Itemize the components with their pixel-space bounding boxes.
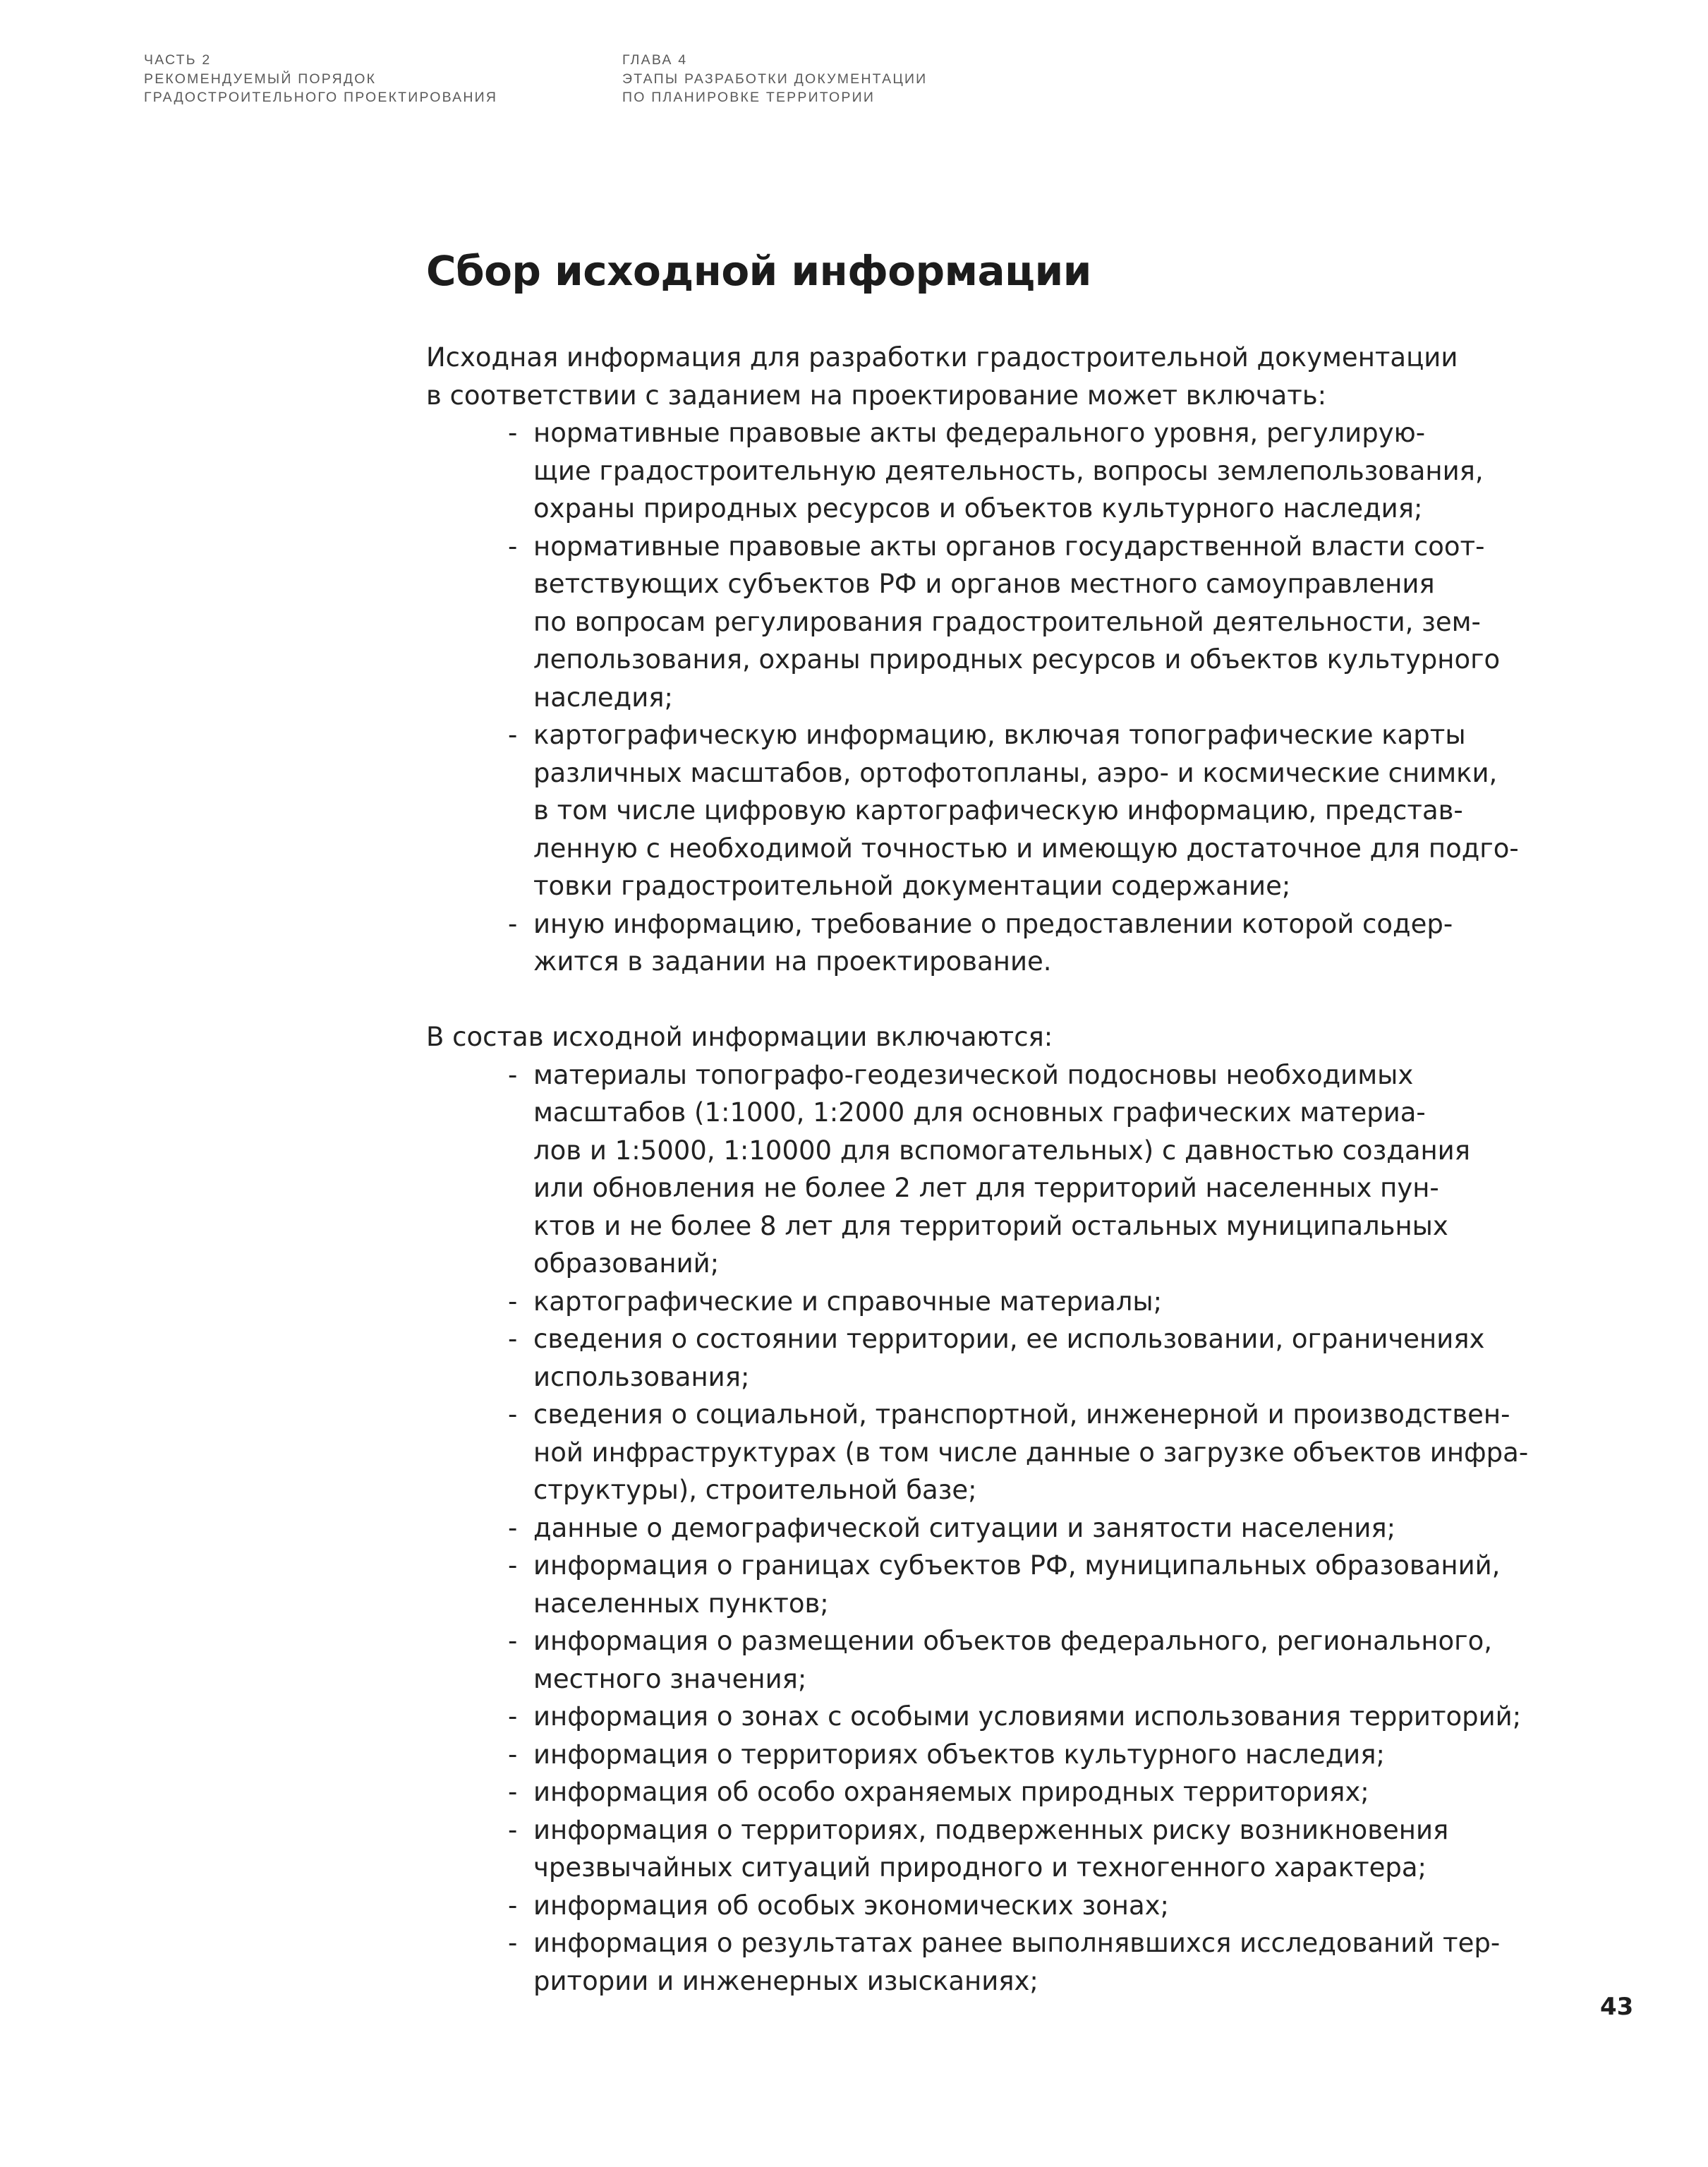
list-item <box>426 1811 1555 1887</box>
running-head-part <box>144 51 497 107</box>
running-head-line: РЕКОМЕНДУЕМЫЙ ПОРЯДОК <box>144 71 377 87</box>
list-item-text-line: информация о территориях, подверженных риску возникновения <box>533 1814 1449 1845</box>
list-item-text-line: по вопросам регулирования градостроительной деятельности, зем- <box>533 606 1481 637</box>
bullet-dash: - <box>508 418 518 448</box>
list-item-text-line: структуры), строительной базе; <box>533 1475 977 1505</box>
running-head-line: ЭТАПЫ РАЗРАБОТКИ ДОКУМЕНТАЦИИ <box>622 71 928 87</box>
bullet-dash: - <box>508 1890 518 1921</box>
list-item-text-line: ной инфраструктурах (в том числе данные о загрузке объектов инфра- <box>533 1437 1529 1468</box>
list-item-text-line: в том числе цифровую картографическую информацию, представ- <box>533 795 1463 826</box>
list-item-text-line: информация об особо охраняемых природных территориях; <box>533 1777 1369 1807</box>
list-item-text-line: использования; <box>533 1361 750 1392</box>
list-item <box>426 1396 1555 1509</box>
running-head-line: ЧАСТЬ 2 <box>144 52 212 68</box>
list-item-text-line: местного значения; <box>533 1663 807 1694</box>
list-item <box>426 1622 1555 1698</box>
list-item-text-line: масштабов (1:1000, 1:2000 для основных графических материа- <box>533 1097 1426 1128</box>
list-item-text-line: информация о территориях объектов культурного наследия; <box>533 1739 1385 1770</box>
bullet-list <box>426 1056 1555 2000</box>
list-item-text-line: чрезвычайных ситуаций природного и техногенного характера; <box>533 1852 1427 1883</box>
bullet-dash: - <box>508 1550 518 1581</box>
list-item-text-line: информация об особых экономических зонах; <box>533 1890 1169 1921</box>
page-number: 43 <box>1600 1993 1634 2021</box>
bullet-dash: - <box>508 720 518 750</box>
list-item <box>426 1320 1555 1396</box>
list-item-text-line: информация о зонах с особыми условиями использования территорий; <box>533 1701 1522 1732</box>
list-item-text-line: лов и 1:5000, 1:10000 для вспомогательных) с давностью создания <box>533 1135 1470 1166</box>
list-item-text-line: товки градостроительной документации содержание; <box>533 871 1291 901</box>
list-item-text-line: охраны природных ресурсов и объектов культурного наследия; <box>533 493 1423 524</box>
section-intro <box>426 1018 1555 1056</box>
list-item <box>426 1773 1555 1811</box>
list-item-text-line: образований; <box>533 1248 720 1279</box>
bullet-dash: - <box>508 1626 518 1656</box>
bullet-dash: - <box>508 1286 518 1317</box>
bullet-dash: - <box>508 1512 518 1543</box>
bullet-dash: - <box>508 531 518 562</box>
list-item-text-line: населенных пунктов; <box>533 1588 829 1619</box>
list-item-text-line: лепользования, охраны природных ресурсов и объектов культурного <box>533 644 1501 675</box>
section-source-info-may-include <box>426 339 1555 981</box>
bullet-dash: - <box>508 1928 518 1958</box>
running-head-line: ГРАДОСТРОИТЕЛЬНОГО ПРОЕКТИРОВАНИЯ <box>144 90 498 105</box>
list-item <box>426 1887 1555 1925</box>
list-item <box>426 905 1555 981</box>
list-item-text-line: данные о демографической ситуации и занятости населения; <box>533 1512 1396 1543</box>
list-item-text-line: иную информацию, требование о предоставлении которой содер- <box>533 908 1453 939</box>
list-item-text-line: материалы топографо-геодезической подосновы необходимых <box>533 1059 1414 1090</box>
running-head-line: ПО ПЛАНИРОВКЕ ТЕРРИТОРИИ <box>622 90 876 105</box>
list-item-text-line: сведения о состоянии территории, ее использовании, ограничениях <box>533 1324 1485 1354</box>
bullet-dash: - <box>508 1777 518 1807</box>
list-item-text-line: различных масштабов, ортофотопланы, аэро- и космические снимки, <box>533 757 1498 788</box>
bullet-dash: - <box>508 1059 518 1090</box>
list-item-text-line: информация о результатах ранее выполнявшихся исследований тер- <box>533 1928 1501 1958</box>
list-item-text-line: или обновления не более 2 лет для территорий населенных пун- <box>533 1173 1439 1203</box>
list-item <box>426 1056 1555 1283</box>
list-item-text-line: щие градостроительную деятельность, вопросы землепользования, <box>533 455 1484 486</box>
list-item-text-line: ленную с необходимой точностью и имеющую достаточное для подго- <box>533 833 1519 864</box>
list-item-text-line: наследия; <box>533 682 673 713</box>
list-item-text-line: нормативные правовые акты федерального уровня, регулирую- <box>533 418 1426 448</box>
list-item <box>426 1698 1555 1736</box>
bullet-dash: - <box>508 1739 518 1770</box>
list-item <box>426 1736 1555 1774</box>
list-item-text-line: ветствующих субъектов РФ и органов местного самоуправления <box>533 569 1435 599</box>
running-head-chapter <box>622 51 927 107</box>
intro-text-line: В состав исходной информации включаются: <box>426 1022 1053 1052</box>
list-item-text-line: ритории и инженерных изысканиях; <box>533 1965 1038 1996</box>
section-intro <box>426 339 1555 414</box>
list-item-text-line: картографические и справочные материалы; <box>533 1286 1163 1317</box>
bullet-list <box>426 414 1555 981</box>
bullet-dash: - <box>508 1324 518 1354</box>
list-item <box>426 716 1555 905</box>
list-item-text-line: нормативные правовые акты органов государственной власти соот- <box>533 531 1485 562</box>
list-item-text-line: жится в задании на проектирование. <box>533 946 1052 977</box>
list-item <box>426 414 1555 528</box>
list-item-text-line: ктов и не более 8 лет для территорий остальных муниципальных <box>533 1210 1448 1241</box>
list-item <box>426 528 1555 717</box>
list-item <box>426 1509 1555 1547</box>
list-item-text-line: сведения о социальной, транспортной, инженерной и производствен- <box>533 1399 1510 1430</box>
intro-text-line: в соответствии с заданием на проектирование может включать: <box>426 380 1327 411</box>
list-item-text-line: информация о границах субъектов РФ, муниципальных образований, <box>533 1550 1501 1581</box>
bullet-dash: - <box>508 1814 518 1845</box>
list-item-text-line: информация о размещении объектов федерального, регионального, <box>533 1626 1493 1656</box>
bullet-dash: - <box>508 1701 518 1732</box>
list-item <box>426 1924 1555 2000</box>
section-source-info-includes <box>426 1018 1555 2000</box>
list-item <box>426 1283 1555 1321</box>
bullet-dash: - <box>508 908 518 939</box>
bullet-dash: - <box>508 1399 518 1430</box>
list-item-text-line: картографическую информацию, включая топографические карты <box>533 720 1466 750</box>
intro-text-line: Исходная информация для разработки градостроительной документации <box>426 342 1458 373</box>
running-head-line: ГЛАВА 4 <box>622 52 688 68</box>
page-title: Сбор исходной информации <box>426 247 1091 295</box>
list-item <box>426 1547 1555 1622</box>
